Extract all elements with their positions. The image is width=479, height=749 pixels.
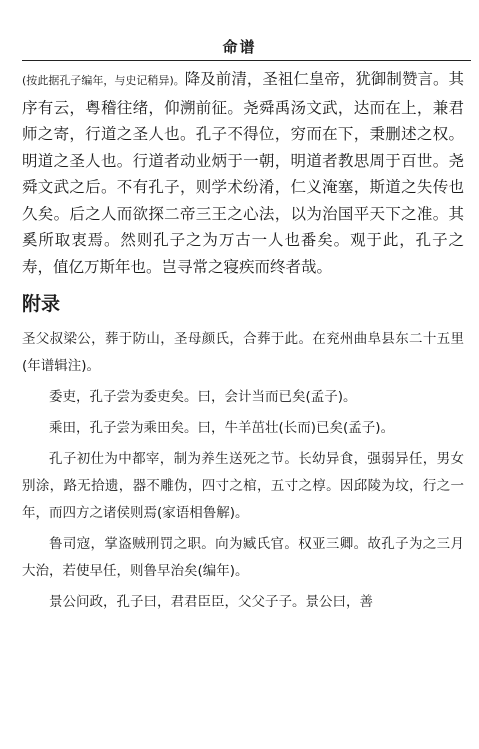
appendix-paragraph: 孔子初仕为中都宰，制为养生送死之节。长幼异食，强弱异任，男女别涂，路无拾遗，器不雕伪，四寸之棺，五寸之椁。因邱陵为坟，行之一年，而四方之诸侯则焉(家语相鲁解)。 bbox=[22, 451, 464, 521]
inline-note: (按此据孔子编年，与史记稍异)。 bbox=[22, 74, 185, 87]
header-rule bbox=[22, 60, 471, 61]
main-text: 降及前清，圣祖仁皇帝，犹御制赞言。其序有云，粤稽往绪，仰溯前征。尧舜禹汤文武，达而在上，兼君师之寄，行道之圣人也。孔子不得位，穷而在下，秉删述之权。明道之圣人也。行道者动业炳于一朝，明道者教思周于百世。尧舜文武之后。不有孔子，则学术纷淆，仁义淹塞，斯道之失传也久矣。后之人而欲探二帝三王之心法，以为治国平天下之准。其奚所取衷焉。然则孔子之为万古一人也番矣。观于此，孔子之寿，值亿万斯年也。岂寻常之寝疾而终者哉。 bbox=[22, 70, 464, 276]
appendix-paragraph: 乘田，孔子尝为乘田矣。曰，牛羊茁壮(长而)已矣(孟子)。 bbox=[49, 420, 395, 436]
running-header: 命谱 bbox=[222, 38, 257, 56]
appendix-paragraph: 圣父叔梁公，葬于防山，圣母颜氏，合葬于此。在兖州曲阜县东二十五里(年谱辑注)。 bbox=[22, 331, 464, 374]
appendix-section bbox=[22, 326, 464, 616]
page-body bbox=[22, 66, 464, 620]
main-paragraph bbox=[22, 66, 464, 280]
appendix-paragraph: 委吏，孔子尝为委吏矣。曰，会计当而已矣(孟子)。 bbox=[49, 389, 357, 405]
appendix-paragraph: 景公问政，孔子曰，君君臣臣，父父子子。景公曰，善 bbox=[49, 594, 373, 610]
appendix-paragraph: 鲁司寇，掌盗贼刑罚之职。向为臧氏官。权亚三卿。故孔子为之三月大治，若使早任，则鲁早治矣(编年)。 bbox=[22, 536, 464, 579]
appendix-title: 附录 bbox=[22, 293, 61, 315]
